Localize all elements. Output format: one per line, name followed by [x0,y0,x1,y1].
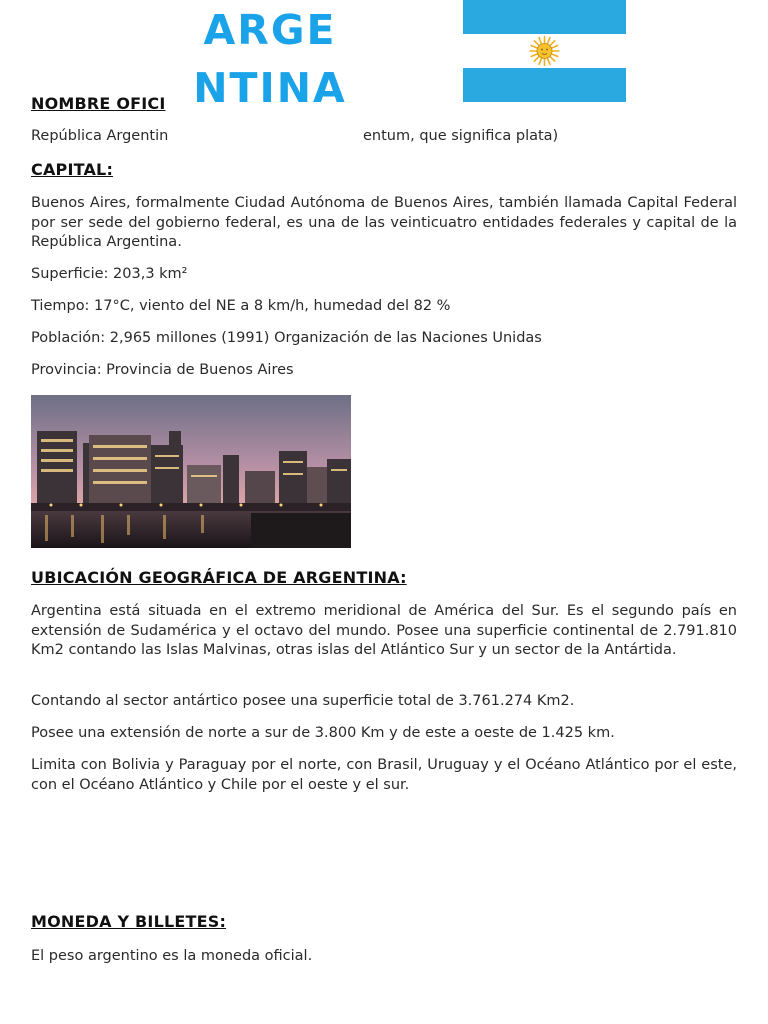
argentina-flag-icon [463,0,626,102]
ubicacion-paragraph-2: Contando al sector antártico posee una superficie total de 3.761.274 Km2. [31,693,575,709]
capital-superficie: Superficie: 203,3 km² [31,266,188,282]
page-title-line-2: NTINA [193,64,347,112]
ubicacion-paragraph-4: Limita con Bolivia y Paraguay por el norte, con Brasil, Uruguay y el Océano Atlántico por el este, con el Océano Atlántico y Chile por el oeste y el sur. [31,757,737,793]
capital-provincia: Provincia: Provincia de Buenos Aires [31,362,294,378]
moneda-paragraph-1: El peso argentino es la moneda oficial. [31,948,313,964]
page-title-line-1: ARGE [203,6,337,54]
page-title [180,8,360,150]
buenos-aires-skyline-photo [31,395,351,548]
capital-poblacion: Población: 2,965 millones (1991) Organización de las Naciones Unidas [31,330,542,346]
ubicacion-heading: UBICACIÓN GEOGRÁFICA DE ARGENTINA: [31,568,407,587]
capital-tiempo: Tiempo: 17°C, viento del NE a 8 km/h, humedad del 82 % [31,298,451,314]
ubicacion-paragraph-3: Posee una extensión de norte a sur de 3.800 Km y de este a oeste de 1.425 km. [31,725,615,741]
nombre-oficial-text-right: entum, que significa plata) [363,128,559,144]
ubicacion-paragraph-1: Argentina está situada en el extremo meridional de América del Sur. Es el segundo país en extensión de Sudamérica y el octavo del mundo. Posee una superficie continental de 2.791.810 Km2 contando las Islas Malvinas, otras islas del Atlántico Sur y un sector de la Antártida. [31,603,737,658]
nombre-oficial-heading: NOMBRE OFICI [31,94,166,113]
nombre-oficial-text-left: República Argentin [31,128,169,144]
moneda-heading: MONEDA Y BILLETES: [31,912,227,931]
capital-heading: CAPITAL: [31,160,114,179]
capital-paragraph-1: Buenos Aires, formalmente Ciudad Autónoma de Buenos Aires, también llamada Capital Federal por ser sede del gobierno federal, es una de las veinticuatro entidades federales y capital de la República Argentina. [31,195,737,250]
